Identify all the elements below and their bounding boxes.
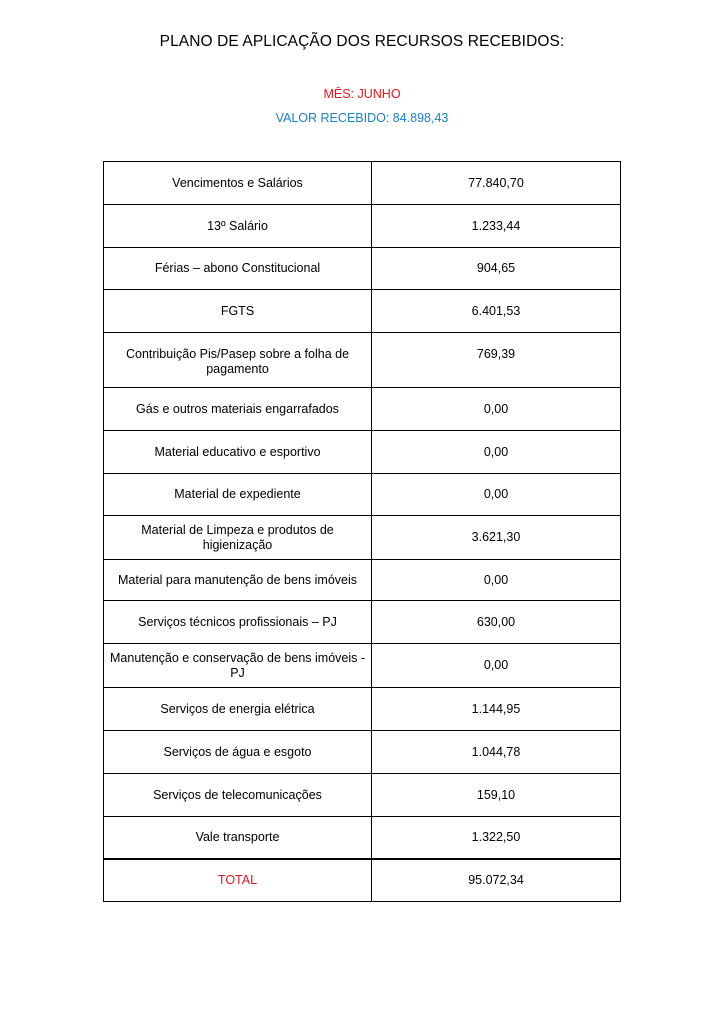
table-row <box>104 817 621 859</box>
table-row <box>104 431 621 474</box>
table-row <box>104 644 621 688</box>
row-label: Vencimentos e Salários <box>104 162 372 205</box>
expense-table <box>103 161 621 902</box>
row-value: 904,65 <box>372 248 621 290</box>
document-title: PLANO DE APLICAÇÃO DOS RECURSOS RECEBIDOS: <box>159 33 565 50</box>
row-value: 6.401,53 <box>372 290 621 333</box>
table-row <box>104 688 621 731</box>
received-amount: VALOR RECEBIDO: 84.898,43 <box>275 111 449 125</box>
row-label: Serviços de água e esgoto <box>104 731 372 774</box>
row-label: Material educativo e esportivo <box>104 431 372 474</box>
month-label: MÊS: JUNHO <box>323 87 401 101</box>
row-value: 769,39 <box>372 333 621 388</box>
table-row <box>104 333 621 388</box>
table-row <box>104 474 621 516</box>
row-label: Serviços de telecomunicações <box>104 774 372 817</box>
row-label: Material de expediente <box>104 474 372 516</box>
row-label: Material para manutenção de bens imóveis <box>104 560 372 601</box>
row-label: Vale transporte <box>104 817 372 859</box>
row-value: 0,00 <box>372 644 621 688</box>
row-label: Contribuição Pis/Pasep sobre a folha de pagamento <box>104 333 372 388</box>
row-value: 0,00 <box>372 474 621 516</box>
row-value: 0,00 <box>372 431 621 474</box>
row-label: FGTS <box>104 290 372 333</box>
row-label: 13º Salário <box>104 205 372 248</box>
table-row <box>104 290 621 333</box>
row-label: Serviços técnicos profissionais – PJ <box>104 601 372 644</box>
table-row <box>104 248 621 290</box>
table-row <box>104 205 621 248</box>
row-value: 1.144,95 <box>372 688 621 731</box>
row-value: 0,00 <box>372 560 621 601</box>
row-label: Manutenção e conservação de bens imóveis - PJ <box>104 644 372 688</box>
row-label: Férias – abono Constitucional <box>104 248 372 290</box>
table-row <box>104 162 621 205</box>
row-value: 159,10 <box>372 774 621 817</box>
row-label: Material de Limpeza e produtos de higienização <box>104 516 372 560</box>
row-value: 1.322,50 <box>372 817 621 859</box>
row-value: 3.621,30 <box>372 516 621 560</box>
row-value: 77.840,70 <box>372 162 621 205</box>
row-label: Gás e outros materiais engarrafados <box>104 388 372 431</box>
row-value: 630,00 <box>372 601 621 644</box>
row-label: Serviços de energia elétrica <box>104 688 372 731</box>
total-label: TOTAL <box>104 859 372 902</box>
table-row <box>104 560 621 601</box>
total-row <box>104 859 621 902</box>
table-row <box>104 388 621 431</box>
row-value: 0,00 <box>372 388 621 431</box>
row-value: 1.044,78 <box>372 731 621 774</box>
row-value: 1.233,44 <box>372 205 621 248</box>
table-row <box>104 774 621 817</box>
table-row <box>104 516 621 560</box>
table-row <box>104 601 621 644</box>
total-value: 95.072,34 <box>372 859 621 902</box>
table-row <box>104 731 621 774</box>
